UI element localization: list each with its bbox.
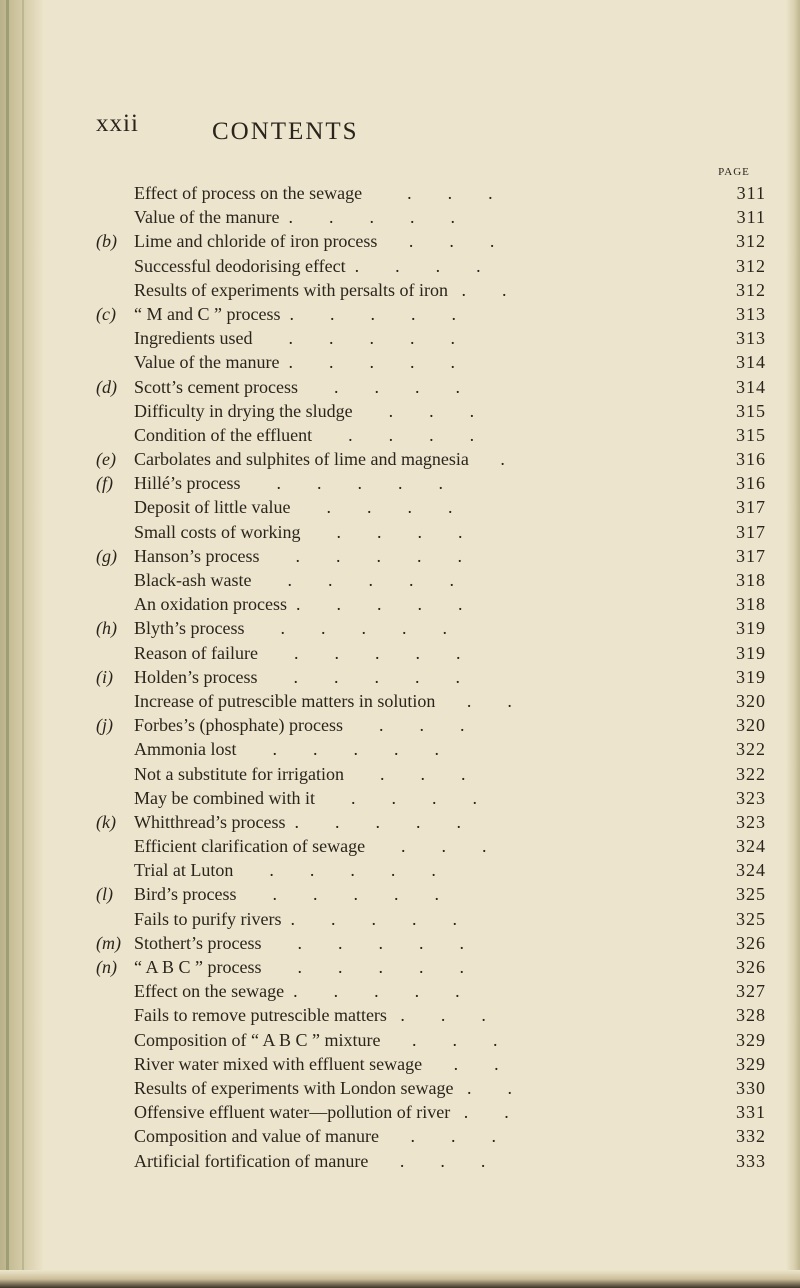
page-number: xxii xyxy=(96,110,139,137)
toc-entry-page: 317 xyxy=(736,545,766,566)
toc-entry xyxy=(96,882,766,906)
toc-entry xyxy=(96,907,766,931)
toc-entry xyxy=(96,447,766,471)
toc-entry xyxy=(96,737,766,761)
toc-entry-title: Results of experiments with persalts of iron . . xyxy=(134,279,507,300)
toc-entry-title: Effect of process on the sewage . . . xyxy=(134,183,493,203)
toc-entry xyxy=(96,278,766,302)
toc-entry-page: 317 xyxy=(736,521,766,542)
toc-entry-title: Trial at Luton . . . . . xyxy=(134,860,436,881)
toc-entry-title: Successful deodorising effect . . . . xyxy=(134,255,481,276)
toc-entry-title: Ammonia lost . . . . . xyxy=(134,739,439,760)
toc-entry-letter: (g) xyxy=(96,545,117,566)
toc-entry-title: Artificial fortification of manure . . . xyxy=(134,1150,486,1171)
toc-entry-page: 315 xyxy=(736,400,766,421)
toc-entry-page: 324 xyxy=(736,836,766,857)
toc-entry-title: Condition of the effluent . . . . xyxy=(134,424,475,445)
toc-entry-page: 313 xyxy=(736,303,766,324)
toc-entry xyxy=(96,1124,766,1148)
toc-entry-page: 332 xyxy=(736,1126,766,1147)
toc-entry xyxy=(96,931,766,955)
toc-entry-title: Whitthread’s process . . . . . xyxy=(134,811,461,832)
toc-entry-page: 331 xyxy=(736,1102,766,1123)
toc-entry-title: Fails to purify rivers . . . . . xyxy=(134,908,457,929)
toc-entry-title: May be combined with it . . . . xyxy=(134,787,477,808)
page-bottom-edge xyxy=(0,1270,800,1288)
toc-entry-letter: (j) xyxy=(96,715,113,736)
toc-entry-page: 317 xyxy=(736,497,766,518)
toc-entry-title: Increase of putrescible matters in solution . . xyxy=(134,690,512,711)
toc-entry-title: River water mixed with effluent sewage . . xyxy=(134,1053,499,1074)
running-head: CONTENTS xyxy=(212,118,359,145)
toc-entry-letter: (f) xyxy=(96,473,113,494)
toc-entry-letter: (m) xyxy=(96,932,121,953)
toc-entry-page: 314 xyxy=(736,352,766,373)
toc-entry xyxy=(96,665,766,689)
toc-entry-title: Bird’s process . . . . . xyxy=(134,884,439,905)
toc-entry xyxy=(96,1003,766,1027)
toc-entry-title: Composition and value of manure . . . xyxy=(134,1126,496,1147)
toc-entry-letter: (c) xyxy=(96,303,116,324)
toc-entry xyxy=(96,326,766,350)
toc-entry-page: 330 xyxy=(736,1077,766,1098)
book-binding-edge xyxy=(0,0,44,1288)
toc-entry xyxy=(96,399,766,423)
toc-entry-title: Value of the manure . . . . . xyxy=(134,352,455,373)
toc-entry xyxy=(96,254,766,278)
toc-entry-title: Efficient clarification of sewage . . . xyxy=(134,836,487,857)
toc-entry-page: 324 xyxy=(736,860,766,881)
toc-entry-title: Reason of failure . . . . . xyxy=(134,642,461,663)
toc-entry-title: “ A B C ” process . . . . . xyxy=(134,957,464,977)
toc-entry xyxy=(96,786,766,810)
toc-entry-page: 323 xyxy=(736,811,766,832)
toc-entry-letter: (i) xyxy=(96,666,113,687)
toc-entry-page: 312 xyxy=(736,255,766,276)
toc-entry xyxy=(96,834,766,858)
toc-entry xyxy=(96,375,766,399)
toc-entry-page: 315 xyxy=(736,424,766,445)
toc-entry-title: Small costs of working . . . . xyxy=(134,521,463,542)
toc-entry-page: 326 xyxy=(736,932,766,953)
toc-entry-page: 311 xyxy=(736,183,766,203)
toc-entry xyxy=(96,1052,766,1076)
toc-entry-letter: (b) xyxy=(96,231,117,252)
toc-entry-letter: (d) xyxy=(96,376,117,397)
toc-entry-page: 311 xyxy=(736,207,766,228)
toc-entry-title: Difficulty in drying the sludge . . . xyxy=(134,400,475,421)
toc-entry-page: 327 xyxy=(736,981,766,1002)
toc-entry xyxy=(96,568,766,592)
toc-entry-letter: (n) xyxy=(96,957,117,977)
toc-entry-page: 320 xyxy=(736,690,766,711)
toc-entry xyxy=(96,471,766,495)
toc-entry-title: Blyth’s process . . . . . xyxy=(134,618,447,639)
toc-entry-page: 333 xyxy=(736,1150,766,1171)
toc-entry-title: Hanson’s process . . . . . xyxy=(134,545,462,566)
toc-entry xyxy=(96,858,766,882)
toc-entry-title: Black-ash waste . . . . . xyxy=(134,570,454,590)
toc-entry-title: Holden’s process . . . . . xyxy=(134,666,460,687)
toc-entry-title: Deposit of little value . . . . xyxy=(134,497,453,518)
toc-entry-title: “ M and C ” process . . . . . xyxy=(134,303,456,324)
toc-entry-letter: (e) xyxy=(96,449,116,470)
toc-entry-page: 314 xyxy=(736,376,766,397)
toc-entry xyxy=(96,205,766,229)
toc-entry-title: Composition of “ A B C ” mixture . . . xyxy=(134,1029,498,1050)
toc-entry xyxy=(96,544,766,568)
toc-entry xyxy=(96,1028,766,1052)
toc-entry-page: 325 xyxy=(736,884,766,905)
toc-entry-page: 328 xyxy=(736,1005,766,1026)
toc-entry-title: Ingredients used . . . . . xyxy=(134,328,455,349)
toc-entry xyxy=(96,302,766,326)
toc-entry xyxy=(96,762,766,786)
toc-entry-page: 312 xyxy=(736,279,766,300)
toc-entry-title: Offensive effluent water—pollution of river . . xyxy=(134,1102,509,1123)
toc-entry xyxy=(96,810,766,834)
toc-entry-page: 326 xyxy=(736,957,766,977)
toc-entry xyxy=(96,713,766,737)
toc-entry xyxy=(96,229,766,253)
toc-entry-title: Carbolates and sulphites of lime and magnesia . xyxy=(134,449,505,470)
toc-entry-title: Lime and chloride of iron process . . . xyxy=(134,231,495,252)
toc-entry xyxy=(96,1076,766,1100)
toc-entry-page: 322 xyxy=(736,739,766,760)
toc-entry xyxy=(96,979,766,1003)
toc-entry xyxy=(96,1149,766,1173)
toc-entry-page: 319 xyxy=(736,666,766,687)
toc-entry-page: 325 xyxy=(736,908,766,929)
toc-entry xyxy=(96,181,766,205)
toc-entry xyxy=(96,616,766,640)
table-of-contents xyxy=(96,181,766,1173)
toc-entry-page: 329 xyxy=(736,1029,766,1050)
toc-entry-letter: (h) xyxy=(96,618,117,639)
toc-entry xyxy=(96,520,766,544)
toc-entry-title: Value of the manure . . . . . xyxy=(134,207,455,228)
toc-entry xyxy=(96,955,766,979)
toc-entry-title: Results of experiments with London sewage . . xyxy=(134,1077,512,1098)
toc-entry xyxy=(96,495,766,519)
toc-entry-title: Forbes’s (phosphate) process . . . xyxy=(134,715,465,736)
toc-entry-page: 322 xyxy=(736,763,766,784)
toc-entry-title: Effect on the sewage . . . . . xyxy=(134,981,460,1002)
toc-entry-page: 319 xyxy=(736,642,766,663)
toc-entry xyxy=(96,350,766,374)
toc-entry-title: Scott’s cement process . . . . xyxy=(134,376,460,397)
toc-entry-letter: (l) xyxy=(96,884,113,905)
page-right-edge xyxy=(786,0,800,1288)
toc-entry-page: 319 xyxy=(736,618,766,639)
toc-entry xyxy=(96,423,766,447)
toc-entry xyxy=(96,592,766,616)
toc-entry-page: 323 xyxy=(736,787,766,808)
toc-entry-title: Stothert’s process . . . . . xyxy=(134,932,464,953)
toc-entry xyxy=(96,641,766,665)
toc-entry-title: Hillé’s process . . . . . xyxy=(134,473,443,494)
toc-entry-title: An oxidation process . . . . . xyxy=(134,594,463,615)
toc-entry-letter: (k) xyxy=(96,811,116,832)
toc-entry-page: 312 xyxy=(736,231,766,252)
toc-entry-page: 320 xyxy=(736,715,766,736)
toc-entry-title: Not a substitute for irrigation . . . xyxy=(134,763,466,784)
toc-entry xyxy=(96,689,766,713)
toc-entry xyxy=(96,1100,766,1124)
toc-entry-page: 313 xyxy=(736,328,766,349)
toc-entry-page: 316 xyxy=(736,473,766,494)
toc-entry-page: 316 xyxy=(736,449,766,470)
toc-entry-page: 329 xyxy=(736,1053,766,1074)
toc-entry-page: 318 xyxy=(736,570,766,590)
toc-entry-title: Fails to remove putrescible matters . . . xyxy=(134,1005,486,1026)
toc-entry-page: 318 xyxy=(736,594,766,615)
page-column-label: PAGE xyxy=(718,166,750,178)
